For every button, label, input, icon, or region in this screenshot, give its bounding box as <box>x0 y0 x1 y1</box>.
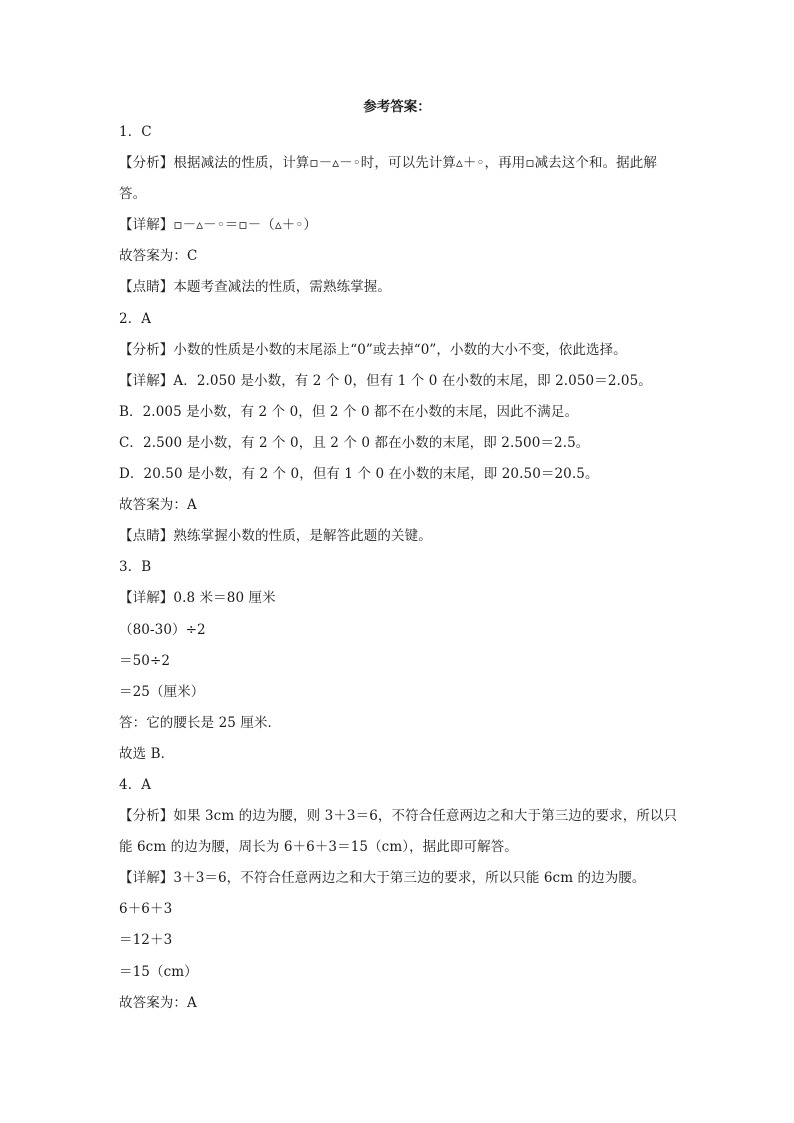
text-line: 6＋6＋3 <box>119 901 173 918</box>
text-line: C．2.500 是小数，有 2 个 0，且 2 个 0 都在小数的末尾，即 2.500＝2.5。 <box>119 434 590 451</box>
text-line: 【分析】根据减法的性质，计算▫－▵－◦时，可以先计算▵＋◦，再用▫减去这个和。据此解 <box>119 155 657 172</box>
text-line: 答：它的腰长是 25 厘米． <box>119 714 282 731</box>
text-line: 1．C <box>119 124 152 140</box>
text-line: （80-30）÷2 <box>119 621 206 638</box>
text-line: ＝15（cm） <box>119 963 198 980</box>
text-line: ＝25（厘米） <box>119 683 205 700</box>
text-line: 【详解】0.8 米＝80 厘米 <box>119 590 276 607</box>
text-line: 故选 B． <box>119 745 175 762</box>
answer-body <box>119 122 689 1024</box>
text-line: 【详解】▫－▵－◦＝▫－（▵＋◦） <box>119 217 317 234</box>
text-line: B．2.005 是小数，有 2 个 0，但 2 个 0 都不在小数的末尾，因此不满足。 <box>119 403 579 420</box>
text-line: 故答案为：A <box>119 994 197 1011</box>
text-line: 【点睛】本题考查减法的性质，需熟练掌握。 <box>119 279 391 296</box>
text-line: 【分析】如果 3cm 的边为腰，则 3＋3＝6，不符合任意两边之和大于第三边的要求，所以只 <box>119 808 678 825</box>
text-line: 答。 <box>119 186 147 203</box>
text-line: 4．A <box>119 776 152 793</box>
text-line: 3．B <box>119 559 152 576</box>
text-line: 【详解】A．2.050 是小数，有 2 个 0，但有 1 个 0 在小数的末尾，即 2.050＝2.05。 <box>119 372 652 389</box>
text-line: 2．A <box>119 310 152 327</box>
text-line: D．20.50 是小数，有 2 个 0，但有 1 个 0 在小数的末尾，即 20.50＝20.5。 <box>119 466 599 483</box>
text-line: 【点睛】熟练掌握小数的性质，是解答此题的关键。 <box>119 528 432 545</box>
text-line: 故答案为：C <box>119 248 198 265</box>
text-line: 【详解】3＋3＝6，不符合任意两边之和大于第三边的要求，所以只能 6cm 的边为腰。 <box>119 870 646 887</box>
text-line: 能 6cm 的边为腰，周长为 6＋6＋3＝15（cm），据此即可解答。 <box>119 839 518 856</box>
page-title: 参考答案： <box>363 99 431 115</box>
text-line: 【分析】小数的性质是小数的末尾添上“0”或去掉“0”，小数的大小不变，依此选择。 <box>119 341 627 358</box>
text-line: ＝50÷2 <box>119 652 171 669</box>
text-line: ＝12＋3 <box>119 932 173 949</box>
text-line: 故答案为：A <box>119 497 197 514</box>
